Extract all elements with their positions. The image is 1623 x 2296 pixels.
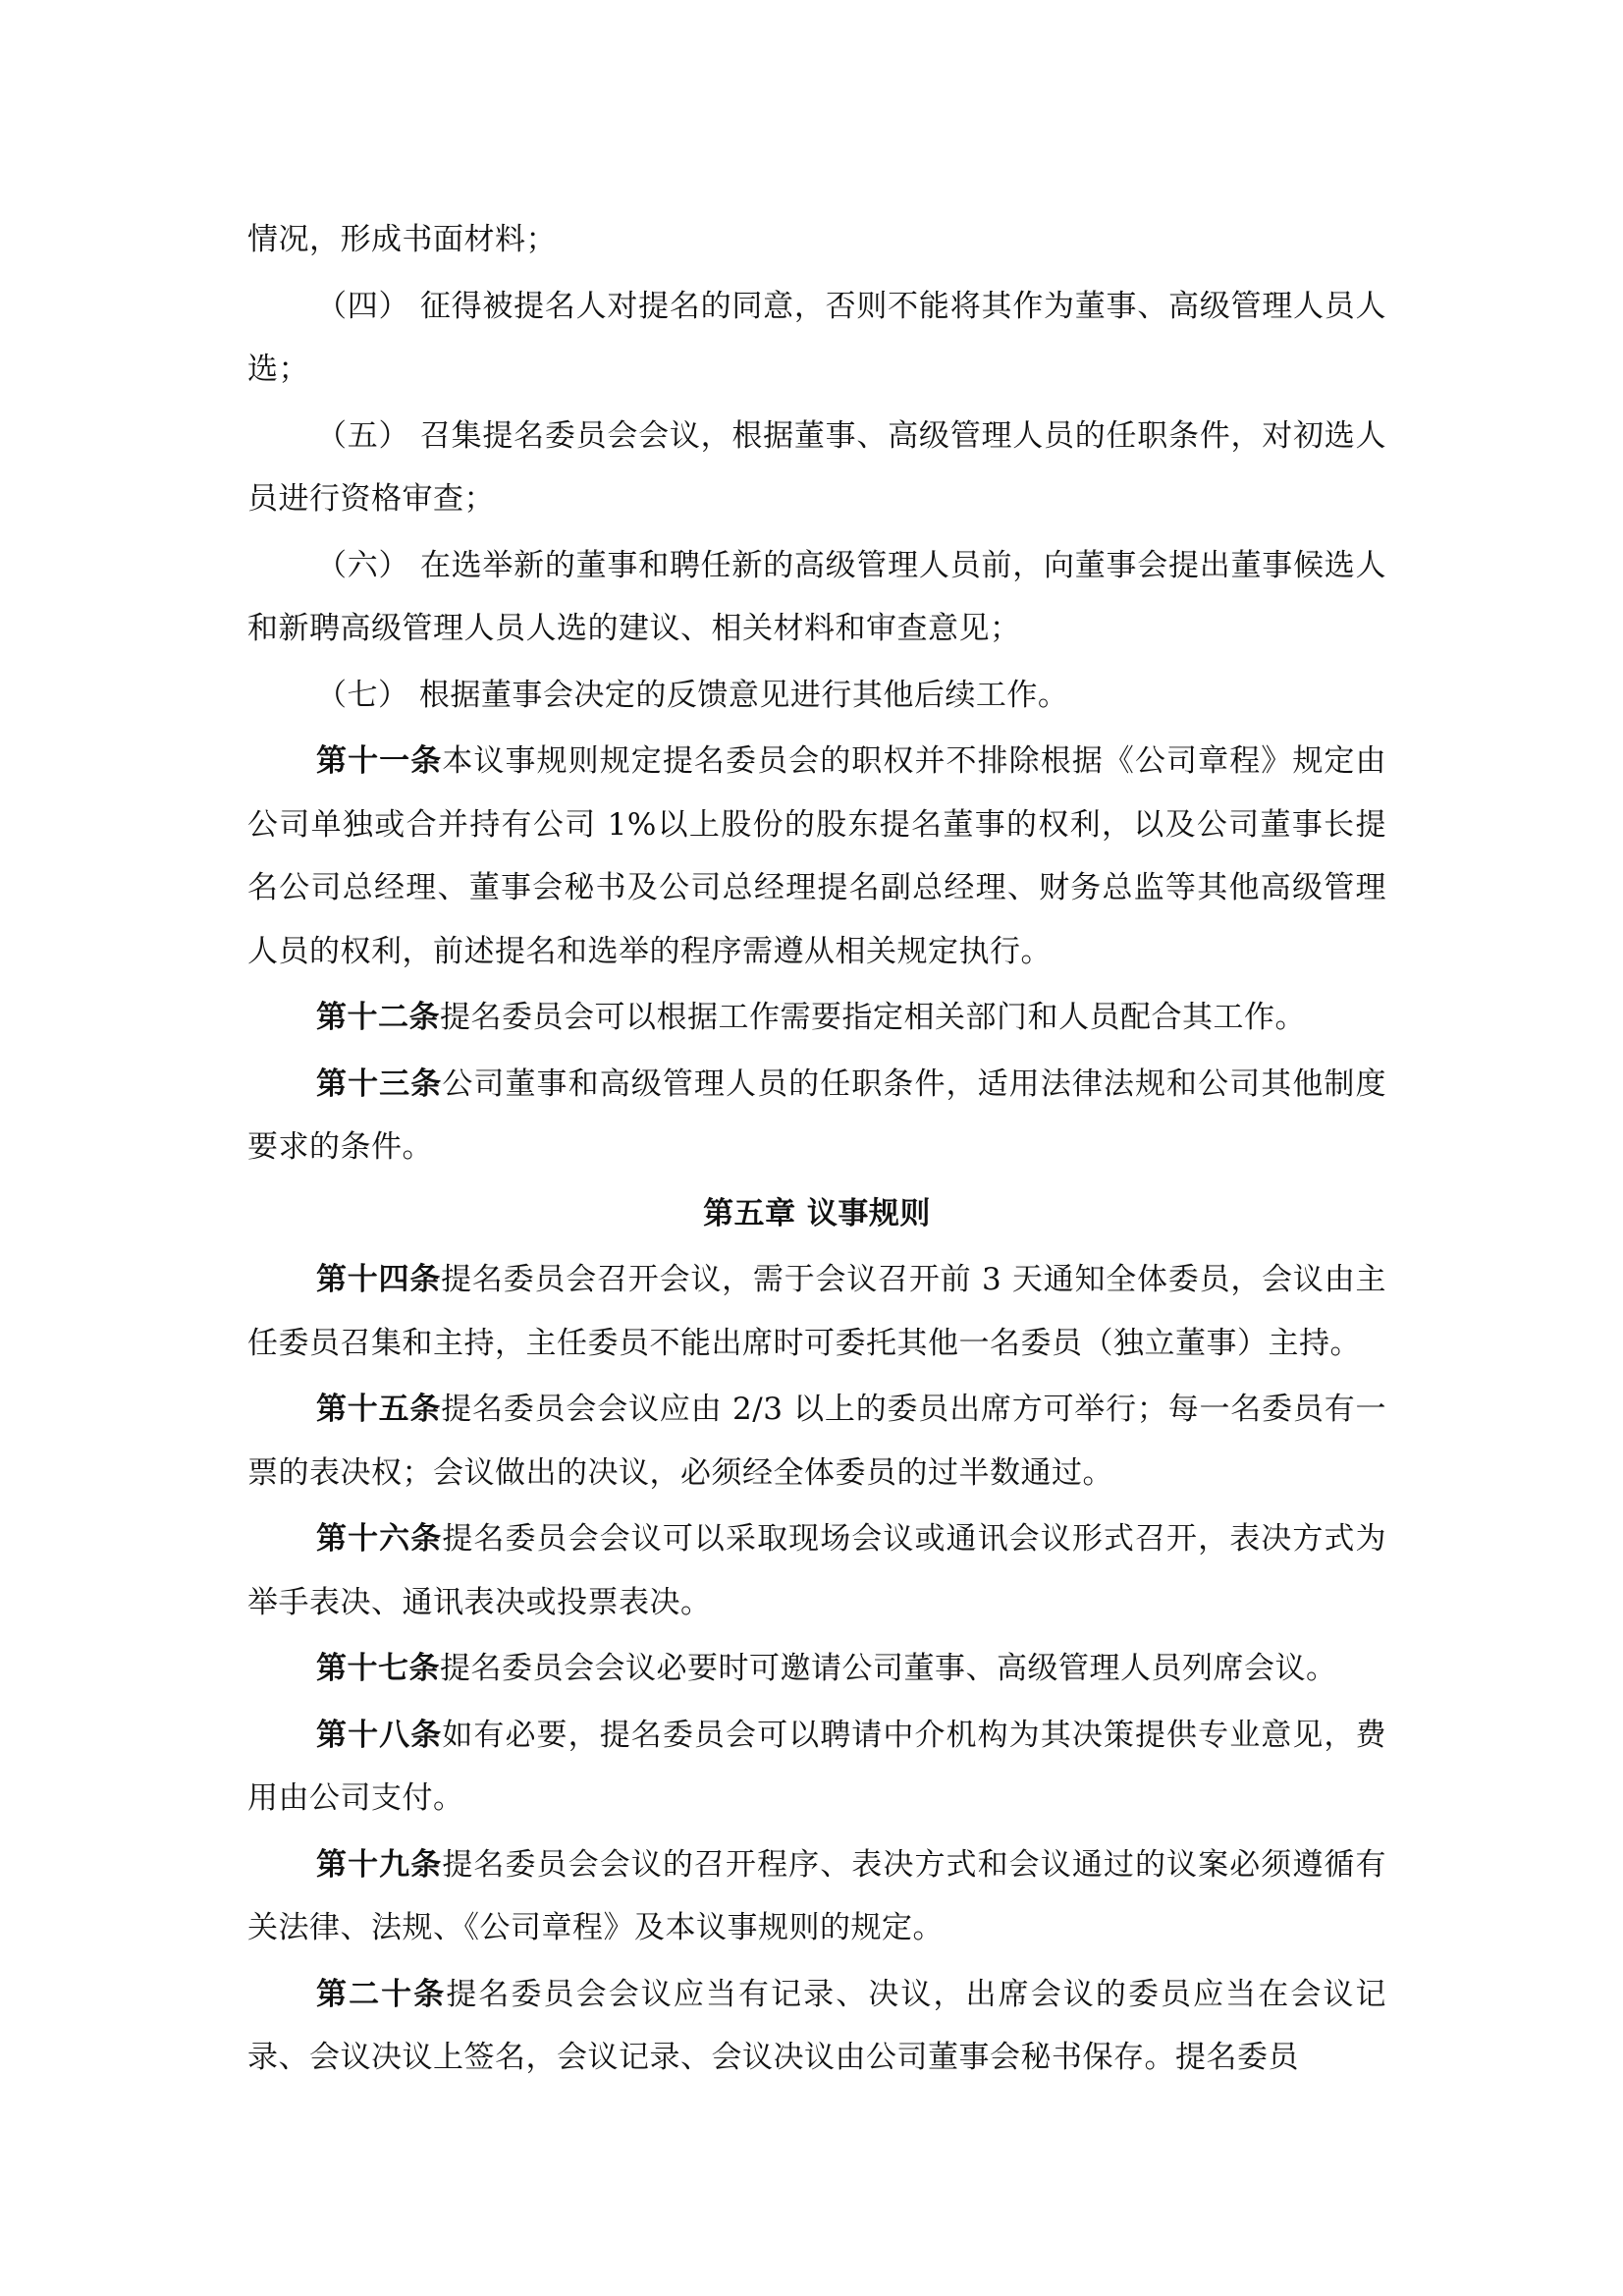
article-number: 第十八条 xyxy=(316,1717,443,1753)
article-13 xyxy=(247,1053,1386,1179)
article-text: 提名委员会会议的召开程序、表决方式和会议通过的议案必须遵循有关法律、法规、《公司章程》及本议事规则的规定。 xyxy=(247,1846,1387,1945)
article-text: 提名委员会召开会议，需于会议召开前 3 天通知全体委员，会议由主任委员召集和主持，主任委员不能出席时可委托其他一名委员（独立董事）主持。 xyxy=(247,1262,1386,1361)
article-number: 第十四条 xyxy=(316,1262,442,1297)
article-text: 提名委员会可以根据工作需要指定相关部门和人员配合其工作。 xyxy=(440,1000,1306,1035)
article-number: 第十七条 xyxy=(316,1651,440,1686)
article-number: 第十一条 xyxy=(316,743,443,779)
paragraph-text: （四） 征得被提名人对提名的同意，否则不能将其作为董事、高级管理人员人选； xyxy=(247,288,1386,387)
article-11 xyxy=(247,730,1386,983)
article-text: 提名委员会会议必要时可邀请公司董事、高级管理人员列席会议。 xyxy=(440,1651,1337,1686)
list-item-5 xyxy=(247,405,1386,531)
article-17 xyxy=(247,1637,1386,1701)
list-item-4 xyxy=(247,275,1386,402)
article-number: 第十五条 xyxy=(316,1392,442,1427)
list-item-7 xyxy=(247,664,1386,728)
article-18 xyxy=(247,1704,1386,1831)
article-number: 第十三条 xyxy=(316,1066,443,1102)
paragraph-text: 情况，形成书面材料； xyxy=(247,222,557,257)
article-text: 公司董事和高级管理人员的任职条件，适用法律法规和公司其他制度要求的条件。 xyxy=(247,1066,1387,1165)
article-19 xyxy=(247,1833,1386,1960)
document-body xyxy=(247,208,1386,2093)
paragraph-continuation xyxy=(247,208,1386,272)
paragraph-text: （七） 根据董事会决定的反馈意见进行其他后续工作。 xyxy=(316,677,1069,713)
article-text: 如有必要，提名委员会可以聘请中介机构为其决策提供专业意见，费用由公司支付。 xyxy=(247,1717,1387,1816)
article-text: 提名委员会会议应当有记录、决议，出席会议的委员应当在会议记录、会议决议上签名，会议记录、会议决议由公司董事会秘书保存。提名委员 xyxy=(247,1976,1386,2075)
article-text: 提名委员会会议应由 2/3 以上的委员出席方可举行；每一名委员有一票的表决权；会议做出的决议，必须经全体委员的过半数通过。 xyxy=(247,1392,1386,1491)
article-15 xyxy=(247,1378,1386,1504)
list-item-6 xyxy=(247,534,1386,661)
paragraph-text: （五） 召集提名委员会会议，根据董事、高级管理人员的任职条件，对初选人员进行资格审查； xyxy=(247,417,1386,517)
article-text: 本议事规则规定提名委员会的职权并不排除根据《公司章程》规定由公司单独或合并持有公司 1%以上股份的股东提名董事的权利，以及公司董事长提名公司总经理、董事会秘书及公司总经理提名副总经理、财务总监等其他高级管理人员的权利，前述提名和选举的程序需遵从相关规定执行。 xyxy=(247,743,1387,969)
article-20 xyxy=(247,1963,1386,2090)
article-14 xyxy=(247,1248,1386,1375)
article-number: 第十六条 xyxy=(316,1521,443,1557)
article-12 xyxy=(247,986,1386,1050)
article-number: 第十二条 xyxy=(316,1000,440,1035)
chapter-heading: 第五章 议事规则 xyxy=(703,1195,931,1231)
article-number: 第二十条 xyxy=(316,1976,447,2012)
paragraph-text: （六） 在选举新的董事和聘任新的高级管理人员前，向董事会提出董事候选人和新聘高级管理人员人选的建议、相关材料和审查意见； xyxy=(247,547,1386,646)
article-number: 第十九条 xyxy=(316,1846,443,1883)
article-16 xyxy=(247,1507,1386,1634)
article-text: 提名委员会会议可以采取现场会议或通讯会议形式召开，表决方式为举手表决、通讯表决或投票表决。 xyxy=(247,1521,1387,1620)
